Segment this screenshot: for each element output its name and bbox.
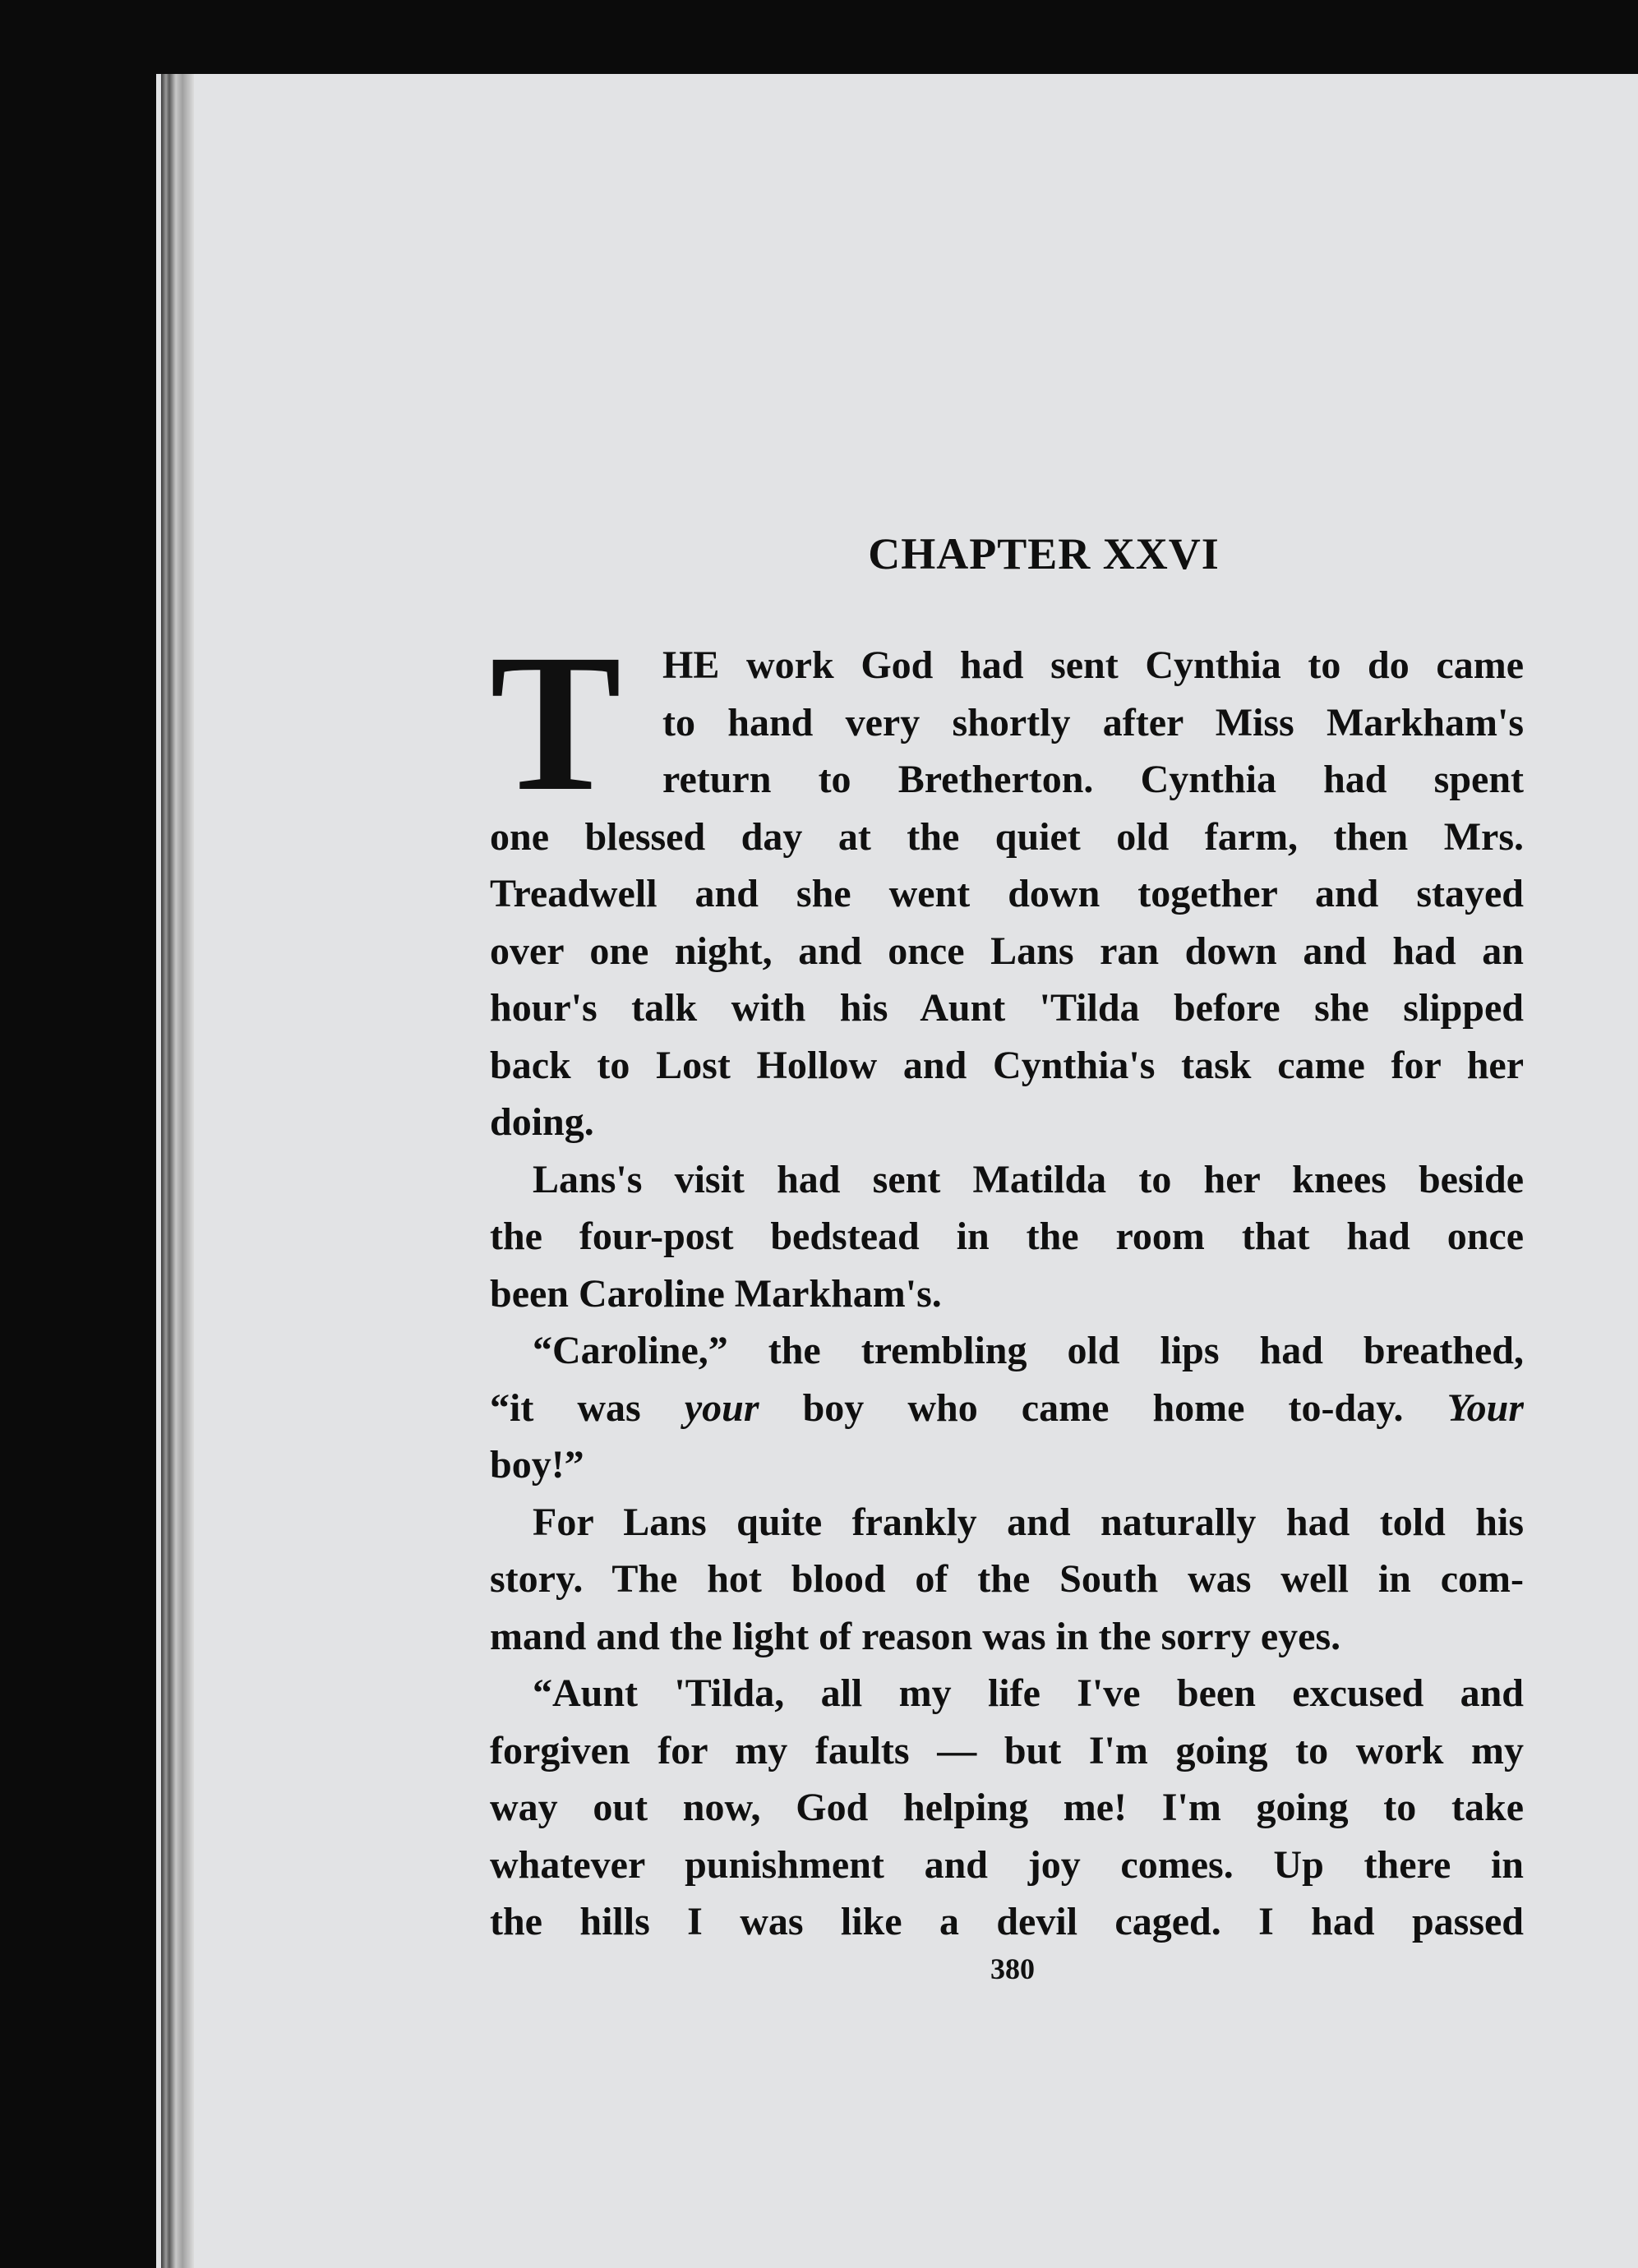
text-fragment: “it was bbox=[490, 1385, 641, 1430]
text-line: back to Lost Hollow and Cynthia's task came for her bbox=[490, 1043, 1524, 1087]
text-line: the four-post bedstead in the room that had once bbox=[490, 1215, 1524, 1258]
text-line: For Lans quite frankly and naturally had told his bbox=[533, 1500, 1524, 1544]
text-line: been Caroline Markham's. bbox=[490, 1271, 942, 1316]
text-fragment: boy who came home to-day. bbox=[802, 1385, 1404, 1430]
text-line: the hills I was like a devil caged. I had passed bbox=[490, 1900, 1524, 1943]
chapter-title: CHAPTER XXVI bbox=[868, 529, 1220, 579]
text-line: way out now, God helping me! I'm going to take bbox=[490, 1786, 1524, 1829]
chapter-body bbox=[490, 613, 1524, 1951]
text-line: story. The hot blood of the South was well in com- bbox=[490, 1557, 1524, 1601]
text-line: one blessed day at the quiet old farm, then Mrs. bbox=[490, 814, 1524, 859]
text-line: to hand very shortly after Miss Markham's bbox=[662, 700, 1524, 744]
text-line: hour's talk with his Aunt 'Tilda before she slipped bbox=[490, 986, 1524, 1030]
text-line: mand and the light of reason was in the sorry eyes. bbox=[490, 1614, 1341, 1658]
text-line: doing. bbox=[490, 1100, 594, 1144]
italic-word: Your bbox=[1447, 1385, 1524, 1430]
text-line: forgiven for my faults — but I'm going to work my bbox=[490, 1728, 1524, 1772]
text-line: Treadwell and she went down together and stayed bbox=[490, 872, 1524, 915]
page-binding-edge bbox=[161, 74, 194, 2268]
drop-cap-letter: T bbox=[490, 613, 622, 832]
text-line: “Aunt 'Tilda, all my life I've been excused and bbox=[533, 1671, 1524, 1715]
text-line: over one night, and once Lans ran down and had an bbox=[490, 929, 1524, 973]
page-number: 380 bbox=[990, 1952, 1035, 1985]
text-line: Lans's visit had sent Matilda to her knees beside bbox=[533, 1157, 1524, 1201]
text-line: whatever punishment and joy comes. Up there in bbox=[490, 1842, 1524, 1887]
text-line: return to Bretherton. Cynthia had spent bbox=[662, 758, 1524, 801]
text-line: HE work God had sent Cynthia to do came bbox=[662, 643, 1524, 687]
text-line-mixed bbox=[490, 1380, 1524, 1437]
text-line: “Caroline,” the trembling old lips had breathed, bbox=[533, 1329, 1524, 1372]
text-line: boy!” bbox=[490, 1443, 584, 1487]
italic-word: your bbox=[684, 1385, 759, 1430]
